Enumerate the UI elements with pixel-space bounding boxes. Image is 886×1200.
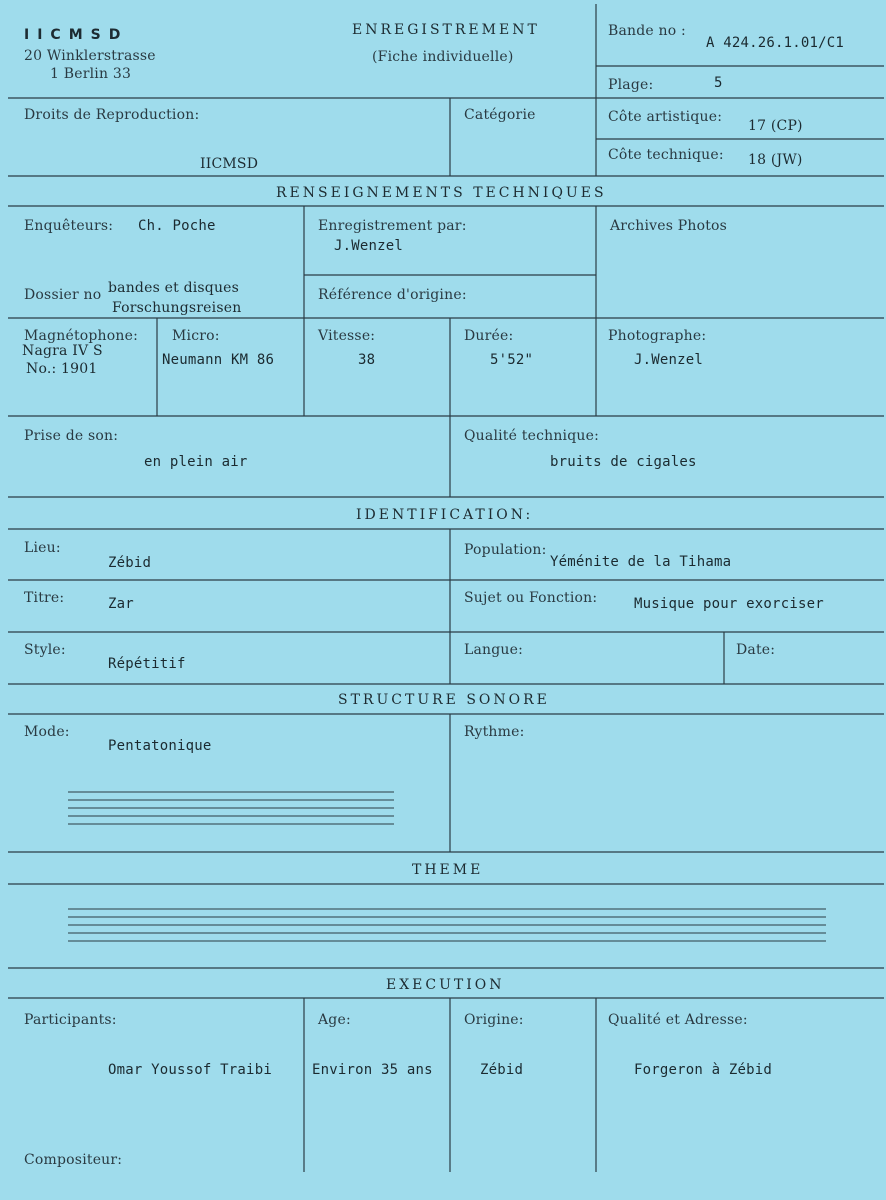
langue-label: Langue:: [464, 642, 524, 658]
age-value: Environ 35 ans: [312, 1062, 433, 1078]
duree-label: Durée:: [464, 328, 514, 344]
cote-artistique-value: 17 (CP): [748, 118, 803, 134]
titre-value: Zar: [108, 596, 134, 612]
technique-heading: RENSEIGNEMENTS TECHNIQUES: [276, 185, 607, 201]
rythme-label: Rythme:: [464, 724, 525, 740]
cote-technique-label: Côte technique:: [608, 147, 724, 163]
date-label: Date:: [736, 642, 776, 658]
enregistrement-par-label: Enregistrement par:: [318, 218, 467, 234]
sujet-label: Sujet ou Fonction:: [464, 590, 598, 606]
photographe-label: Photographe:: [608, 328, 707, 344]
lieu-value: Zébid: [108, 555, 152, 571]
population-value: Yéménite de la Tihama: [550, 554, 732, 570]
participants-label: Participants:: [24, 1012, 117, 1028]
plage-label: Plage:: [608, 77, 654, 93]
mode-label: Mode:: [24, 724, 70, 740]
enqueteurs-value: Ch. Poche: [138, 218, 216, 234]
origine-label: Origine:: [464, 1012, 524, 1028]
origine-value: Zébid: [480, 1062, 524, 1078]
theme-staff: [68, 909, 826, 941]
style-label: Style:: [24, 642, 66, 658]
droits-value: IICMSD: [200, 156, 259, 172]
card-title: ENREGISTREMENT: [352, 22, 540, 38]
dossier-value-line-2: Forschungsreisen: [112, 300, 242, 316]
theme-heading: THEME: [412, 862, 484, 878]
qualite-value: bruits de cigales: [550, 454, 697, 470]
dossier-value-line-1: bandes et disques: [108, 280, 240, 296]
bande-label: Bande no :: [608, 23, 686, 39]
card-subtitle: (Fiche individuelle): [372, 49, 514, 65]
qualite-adresse-label: Qualité et Adresse:: [608, 1012, 748, 1028]
titre-label: Titre:: [24, 590, 65, 606]
archives-photos-label: Archives Photos: [610, 218, 728, 234]
style-value: Répétitif: [108, 656, 186, 672]
org-street: 20 Winklerstrasse: [24, 48, 156, 64]
micro-label: Micro:: [172, 328, 220, 344]
photographe-value: J.Wenzel: [634, 352, 704, 368]
enqueteurs-label: Enquêteurs:: [24, 218, 114, 234]
magnetophone-label: Magnétophone:: [24, 328, 139, 344]
population-label: Population:: [464, 542, 547, 558]
mode-value: Pentatonique: [108, 738, 212, 754]
sujet-value: Musique pour exorciser: [634, 596, 824, 612]
prise-label: Prise de son:: [24, 428, 119, 444]
qualite-adresse-value: Forgeron à Zébid: [634, 1062, 773, 1078]
org-city: 1 Berlin 33: [50, 66, 132, 82]
vitesse-label: Vitesse:: [318, 328, 376, 344]
prise-value: en plein air: [144, 454, 248, 470]
execution-heading: EXECUTION: [386, 977, 505, 993]
org-name: IICMSD: [24, 27, 129, 43]
cote-technique-value: 18 (JW): [748, 152, 803, 168]
lieu-label: Lieu:: [24, 540, 61, 556]
mode-staff: [68, 792, 394, 824]
duree-value: 5'52": [490, 352, 534, 368]
compositeur-label: Compositeur:: [24, 1152, 123, 1168]
identification-heading: IDENTIFICATION:: [356, 507, 534, 523]
magnetophone-value-line-1: Nagra IV S: [22, 343, 103, 359]
micro-value: Neumann KM 86: [162, 352, 275, 368]
plage-value: 5: [714, 75, 723, 91]
reference-label: Référence d'origine:: [318, 287, 467, 303]
dossier-label: Dossier no: [24, 287, 102, 303]
qualite-label: Qualité technique:: [464, 428, 600, 444]
vitesse-value: 38: [358, 352, 376, 368]
droits-label: Droits de Reproduction:: [24, 107, 200, 123]
cote-artistique-label: Côte artistique:: [608, 109, 723, 125]
bande-value: A 424.26.1.01/C1: [706, 35, 845, 51]
age-label: Age:: [318, 1012, 351, 1028]
enregistrement-par-value: J.Wenzel: [334, 238, 404, 254]
structure-heading: STRUCTURE SONORE: [338, 692, 550, 708]
magnetophone-value-line-2: No.: 1901: [26, 361, 98, 377]
participants-value: Omar Youssof Traibi: [108, 1062, 272, 1078]
categorie-label: Catégorie: [464, 107, 536, 123]
